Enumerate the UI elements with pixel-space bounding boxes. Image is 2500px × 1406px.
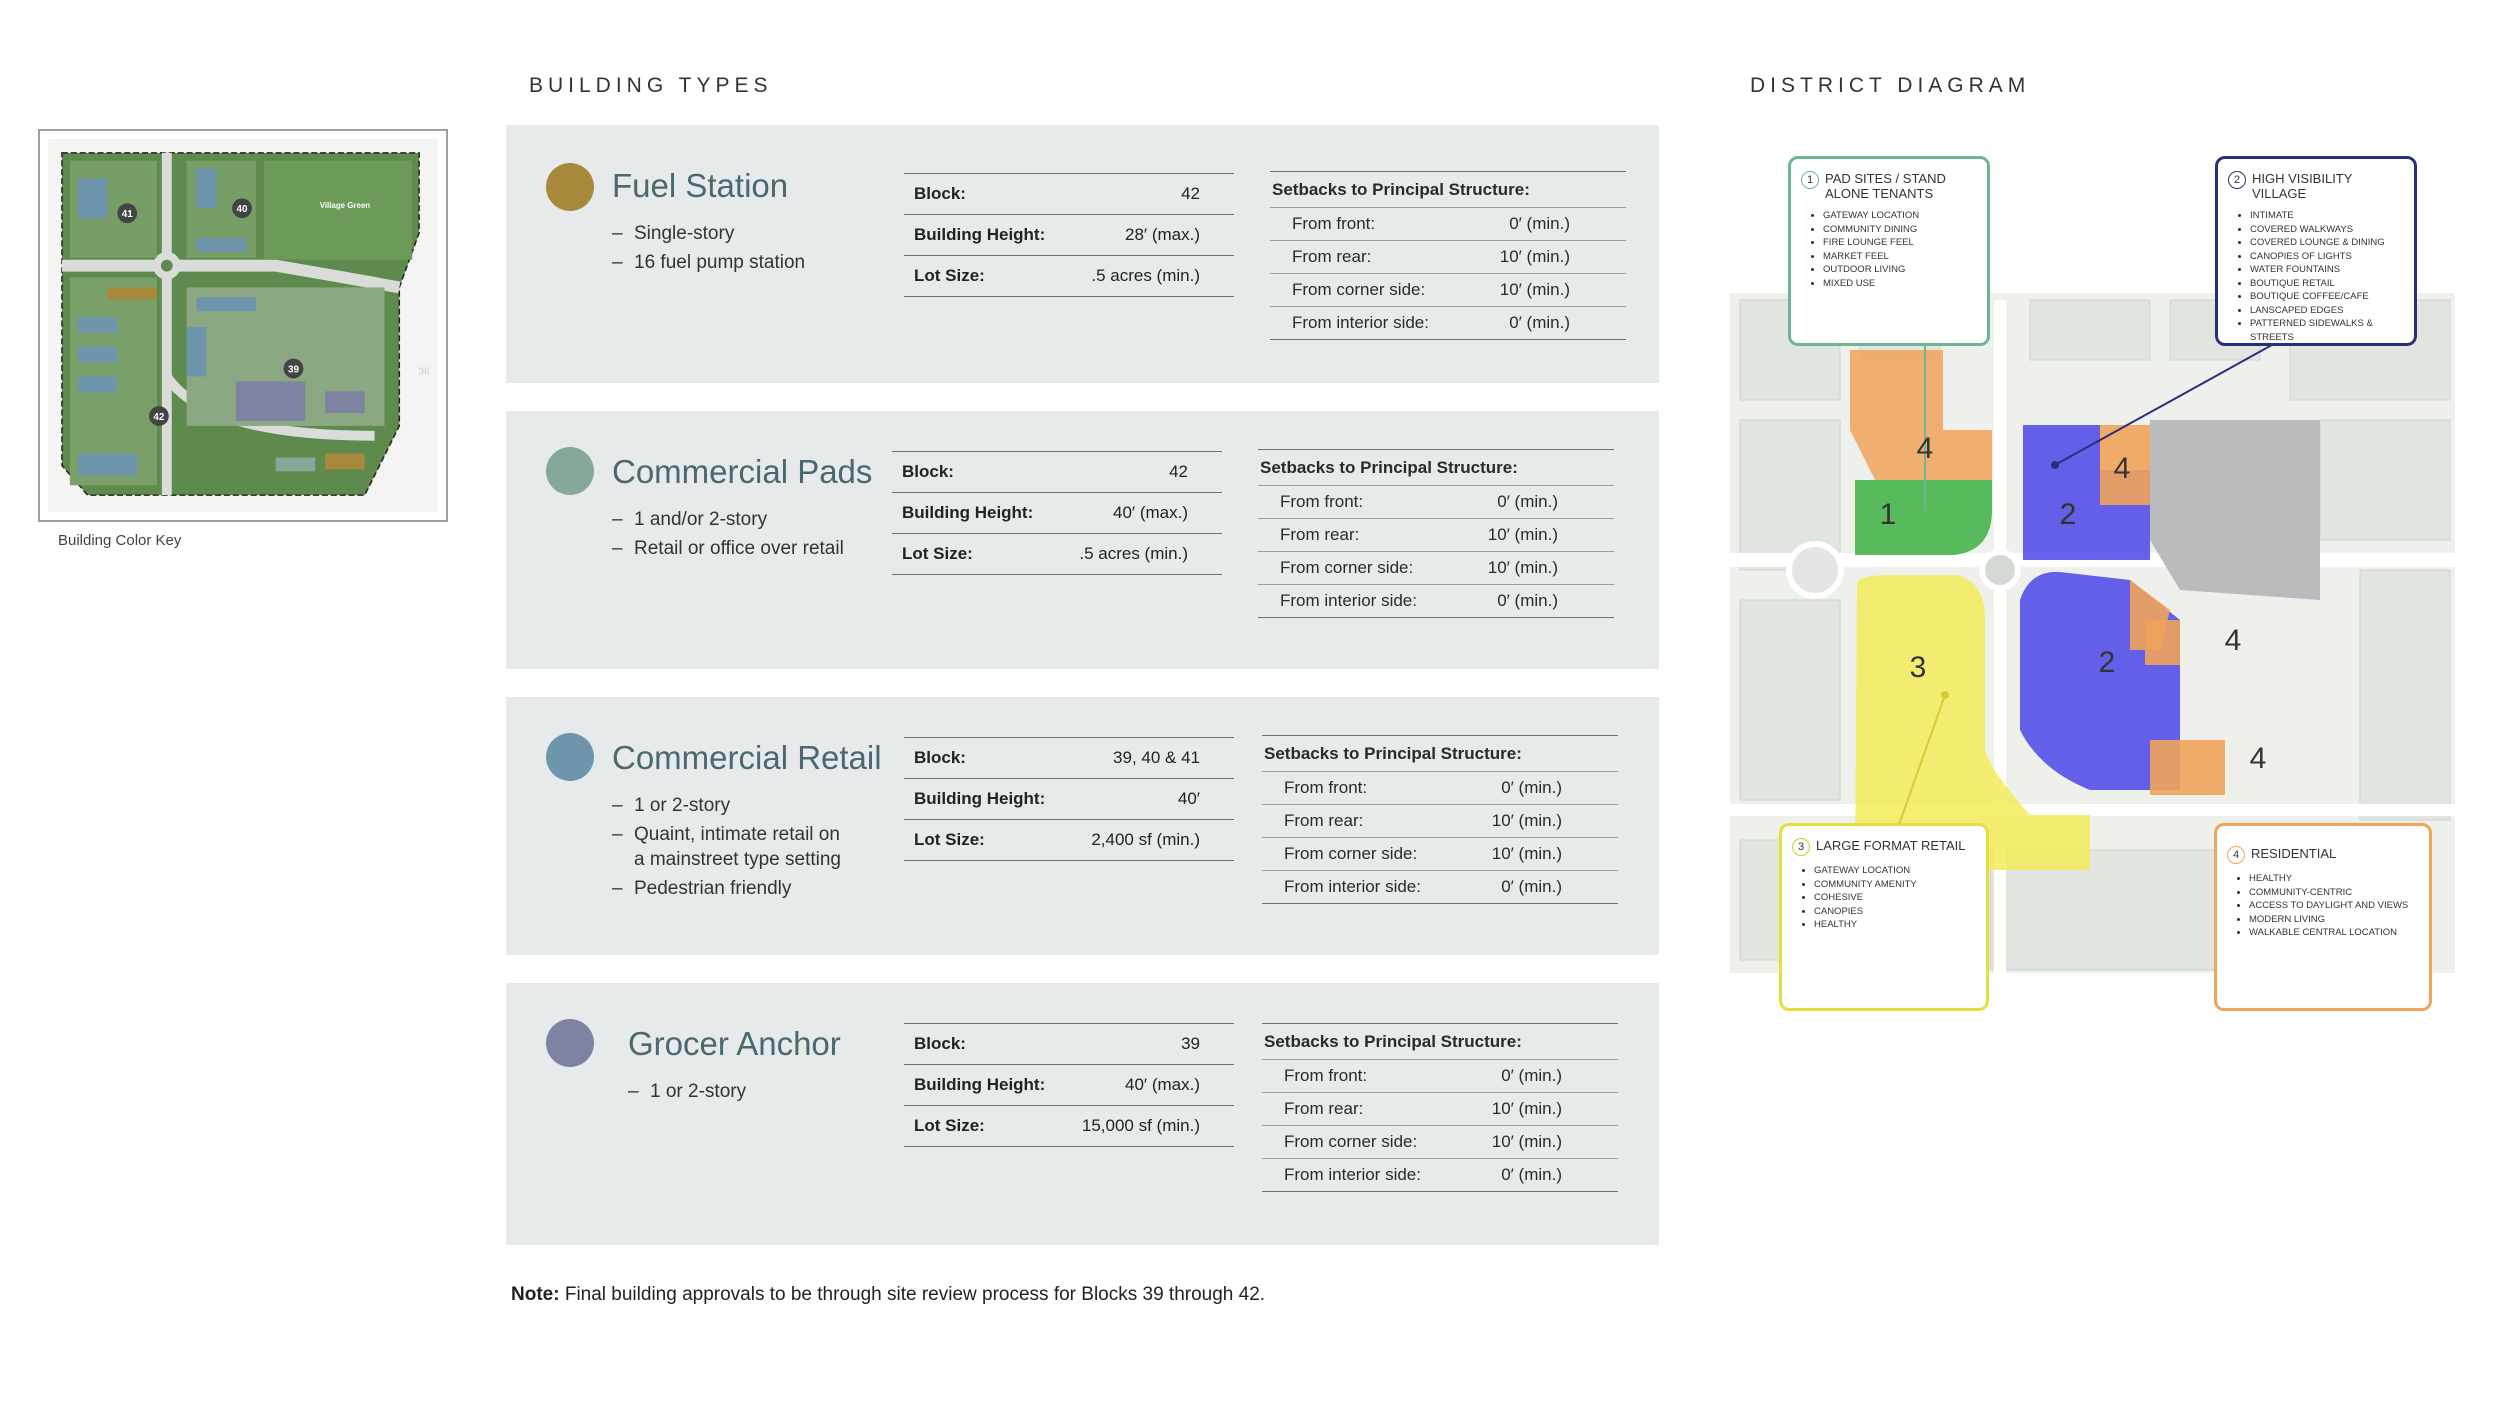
grocer-anchor-spec-table — [904, 1023, 1234, 1147]
callout-number: 3 — [1792, 838, 1810, 856]
fuel-station-title: Fuel Station — [612, 167, 789, 204]
spec-row-block: Block: 39 — [904, 1024, 1234, 1065]
site-plan-map — [48, 139, 438, 512]
list-item: • COHESIVE — [1814, 891, 1976, 905]
fuel-station-setbacks-table — [1270, 171, 1626, 340]
list-item: • OUTDOOR LIVING — [1823, 263, 1977, 277]
list-item: • ACCESS TO DAYLIGHT AND VIEWS — [2249, 899, 2419, 913]
grocer-anchor-swatch — [546, 1019, 594, 1067]
list-item: • PATTERNED SIDEWALKS & STREETS — [2250, 317, 2404, 344]
block-42-label: 42 — [153, 411, 165, 423]
bullet-item: – 1 or 2-story — [628, 1077, 746, 1106]
zone-label-3: 3 — [1909, 651, 1927, 684]
bullet-item: – Pedestrian friendly — [612, 874, 841, 903]
commercial-pads-bullets — [612, 505, 844, 563]
zone-label-4: 4 — [1916, 432, 1934, 465]
panel-grocer-anchor — [506, 983, 1659, 1245]
zone-label-2: 2 — [2059, 498, 2077, 531]
spec-row-height: Building Height: 40′ — [904, 779, 1234, 820]
setback-row-corner-side: From corner side: 10′ (min.) — [1262, 1126, 1618, 1159]
callout-high-visibility-village — [2215, 156, 2417, 346]
zone-label-4: 4 — [2224, 624, 2242, 657]
callout-list — [1801, 209, 1977, 290]
setback-row-corner-side: From corner side: 10′ (min.) — [1258, 552, 1614, 585]
commercial-retail-bullets — [612, 791, 841, 903]
setback-row-front: From front: 0′ (min.) — [1262, 772, 1618, 805]
bullet-item: – Quaint, intimate retail on — [612, 820, 841, 849]
spec-row-lot-size: Lot Size: .5 acres (min.) — [892, 534, 1222, 575]
list-item: • MARKET FEEL — [1823, 250, 1977, 264]
setback-row-rear: From rear: 10′ (min.) — [1262, 805, 1618, 838]
setback-row-interior-side: From interior side: 0′ (min.) — [1262, 1159, 1618, 1192]
zone-label-4: 4 — [2113, 452, 2131, 485]
commercial-pads-spec-table — [892, 451, 1222, 575]
panel-commercial-pads — [506, 411, 1659, 669]
district-diagram — [1730, 150, 2460, 1020]
list-item: • MIXED USE — [1823, 277, 1977, 291]
callout-number: 4 — [2227, 846, 2245, 864]
fuel-station-spec-table — [904, 173, 1234, 297]
callout-pad-sites — [1788, 156, 1990, 346]
list-item: • INTIMATE — [2250, 209, 2404, 223]
list-item: • BOUTIQUE RETAIL — [2250, 277, 2404, 291]
grocer-anchor-bullets — [628, 1077, 746, 1106]
callout-title: PAD SITES / STAND ALONE TENANTS — [1825, 171, 1946, 201]
panel-commercial-retail — [506, 697, 1659, 955]
bullet-item-continuation: a mainstreet type setting — [634, 849, 841, 870]
block-38-label: 38 — [418, 366, 430, 378]
spec-row-lot-size: Lot Size: .5 acres (min.) — [904, 256, 1234, 297]
setback-row-corner-side: From corner side: 10′ (min.) — [1262, 838, 1618, 871]
spec-row-height: Building Height: 40′ (max.) — [892, 493, 1222, 534]
commercial-retail-title: Commercial Retail — [612, 739, 882, 776]
grocer-anchor-title: Grocer Anchor — [628, 1025, 841, 1062]
setback-row-rear: From rear: 10′ (min.) — [1270, 241, 1626, 274]
callout-large-format-retail — [1779, 823, 1989, 1011]
building-color-key-caption: Building Color Key — [58, 532, 182, 549]
district-diagram-heading: DISTRICT DIAGRAM — [1750, 74, 2031, 97]
bullet-item: – Retail or office over retail — [612, 534, 844, 563]
spec-row-height: Building Height: 40′ (max.) — [904, 1065, 1234, 1106]
setback-row-rear: From rear: 10′ (min.) — [1258, 519, 1614, 552]
spec-row-lot-size: Lot Size: 2,400 sf (min.) — [904, 820, 1234, 861]
bullet-item: – 1 and/or 2-story — [612, 505, 844, 534]
setback-row-corner-side: From corner side: 10′ (min.) — [1270, 274, 1626, 307]
fuel-station-swatch — [546, 163, 594, 211]
building-color-key-map — [38, 129, 448, 522]
panel-fuel-station — [506, 125, 1659, 383]
setback-row-interior-side: From interior side: 0′ (min.) — [1262, 871, 1618, 904]
callout-title: LARGE FORMAT RETAIL — [1816, 838, 1966, 853]
callout-list — [2227, 872, 2419, 940]
list-item: • HEALTHY — [2249, 872, 2419, 886]
setback-row-interior-side: From interior side: 0′ (min.) — [1270, 307, 1626, 340]
list-item: • WATER FOUNTAINS — [2250, 263, 2404, 277]
list-item: • BOUTIQUE COFFEE/CAFE — [2250, 290, 2404, 304]
note-text: Final building approvals to be through site review process for Blocks 39 through 42. — [559, 1284, 1266, 1305]
approval-note — [511, 1284, 1265, 1306]
list-item: • HEALTHY — [1814, 918, 1976, 932]
callout-list — [1792, 864, 1976, 932]
list-item: • CANOPIES OF LIGHTS — [2250, 250, 2404, 264]
callout-title: HIGH VISIBILITY VILLAGE — [2252, 171, 2353, 201]
callout-number: 2 — [2228, 171, 2246, 189]
commercial-retail-setbacks-table — [1262, 735, 1618, 904]
commercial-retail-spec-table — [904, 737, 1234, 861]
block-40-label: 40 — [236, 204, 248, 216]
list-item: • COMMUNITY AMENITY — [1814, 878, 1976, 892]
spec-row-height: Building Height: 28′ (max.) — [904, 215, 1234, 256]
callout-residential — [2214, 823, 2432, 1011]
zone-label-1: 1 — [1879, 498, 1897, 531]
setback-row-front: From front: 0′ (min.) — [1262, 1060, 1618, 1093]
spec-row-lot-size: Lot Size: 15,000 sf (min.) — [904, 1106, 1234, 1147]
bullet-item: – 16 fuel pump station — [612, 248, 805, 277]
spec-row-block: Block: 39, 40 & 41 — [904, 738, 1234, 779]
callout-number: 1 — [1801, 171, 1819, 189]
list-item: • COMMUNITY-CENTRIC — [2249, 886, 2419, 900]
list-item: • COMMUNITY DINING — [1823, 223, 1977, 237]
setback-row-interior-side: From interior side: 0′ (min.) — [1258, 585, 1614, 618]
spec-row-block: Block: 42 — [892, 452, 1222, 493]
zone-label-4: 4 — [2249, 742, 2267, 775]
setbacks-header: Setbacks to Principal Structure: — [1270, 172, 1626, 208]
setback-row-front: From front: 0′ (min.) — [1258, 486, 1614, 519]
setbacks-header: Setbacks to Principal Structure: — [1262, 736, 1618, 772]
bullet-item: – Single-story — [612, 219, 805, 248]
list-item: • MODERN LIVING — [2249, 913, 2419, 927]
setback-row-rear: From rear: 10′ (min.) — [1262, 1093, 1618, 1126]
callout-list — [2228, 209, 2404, 344]
note-label: Note: — [511, 1284, 560, 1305]
setbacks-header: Setbacks to Principal Structure: — [1262, 1024, 1618, 1060]
list-item: • COVERED LOUNGE & DINING — [2250, 236, 2404, 250]
commercial-pads-setbacks-table — [1258, 449, 1614, 618]
grocer-anchor-setbacks-table — [1262, 1023, 1618, 1192]
list-item: • WALKABLE CENTRAL LOCATION — [2249, 926, 2419, 940]
list-item: • CANOPIES — [1814, 905, 1976, 919]
spec-row-block: Block: 42 — [904, 174, 1234, 215]
list-item: • GATEWAY LOCATION — [1814, 864, 1976, 878]
list-item: • COVERED WALKWAYS — [2250, 223, 2404, 237]
commercial-pads-swatch — [546, 447, 594, 495]
commercial-retail-swatch — [546, 733, 594, 781]
callout-title: RESIDENTIAL — [2251, 846, 2337, 861]
commercial-pads-title: Commercial Pads — [612, 453, 873, 490]
block-39-label: 39 — [287, 364, 299, 376]
block-41-label: 41 — [121, 209, 133, 221]
list-item: • LANSCAPED EDGES — [2250, 304, 2404, 318]
setback-row-front: From front: 0′ (min.) — [1270, 208, 1626, 241]
bullet-item: – 1 or 2-story — [612, 791, 841, 820]
building-types-heading: BUILDING TYPES — [529, 74, 773, 97]
list-item: • FIRE LOUNGE FEEL — [1823, 236, 1977, 250]
fuel-station-bullets — [612, 219, 805, 277]
list-item: • GATEWAY LOCATION — [1823, 209, 1977, 223]
zone-label-2: 2 — [2098, 646, 2116, 679]
village-green-label: Village Green — [319, 201, 371, 211]
setbacks-header: Setbacks to Principal Structure: — [1258, 450, 1614, 486]
